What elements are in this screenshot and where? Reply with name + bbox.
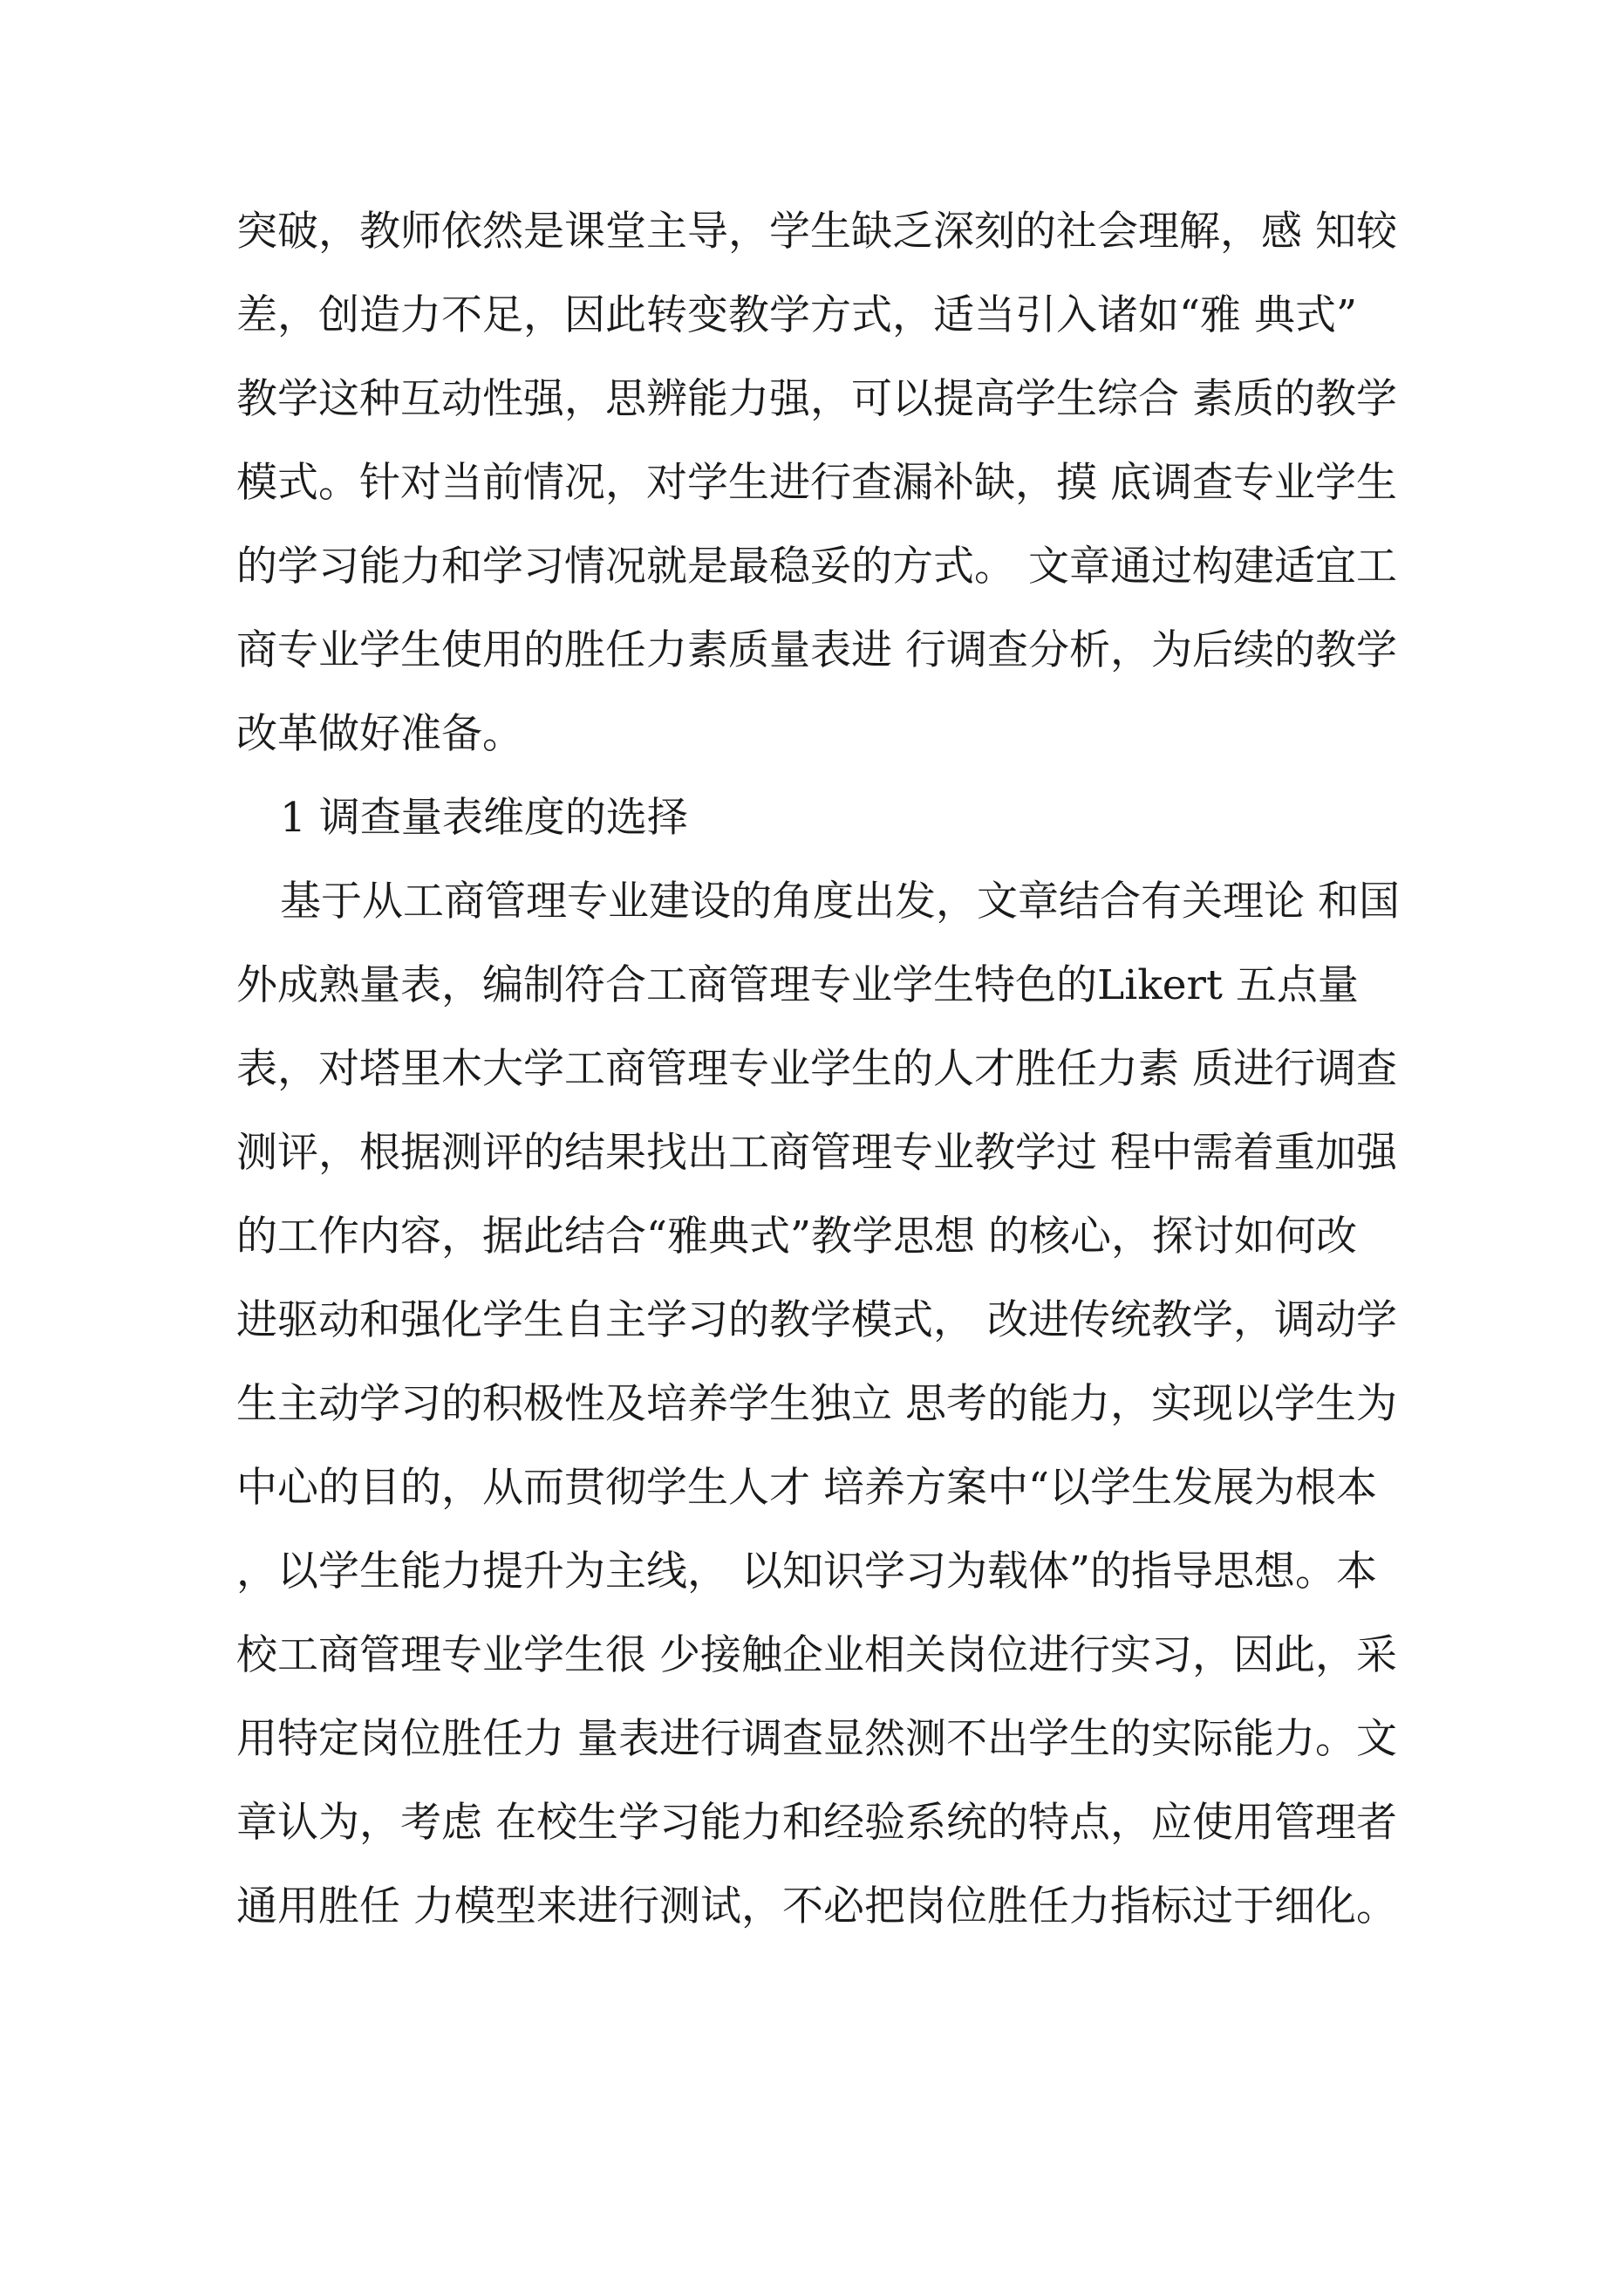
- text-line: 表，对塔里木大学工商管理专业学生的人才胜任力素 质进行调查: [236, 1045, 1397, 1093]
- text-line: 商专业学生使用的胜任力素质量表进 行调查分析，为后续的教学: [236, 626, 1397, 674]
- text-line: 的学习能力和学习情况就是最稳妥的方式。 文章通过构建适宜工: [236, 543, 1397, 591]
- section-heading: 1 调查量表维度的选择: [280, 794, 688, 842]
- paragraph: [236, 860, 1405, 1949]
- text-line: 基于从工商管理专业建设的角度出发，文章结合有关理论 和国: [280, 878, 1400, 926]
- text-line: 通用胜任 力模型来进行测试，不必把岗位胜任力指标过于细化。: [236, 1883, 1397, 1930]
- text-line: 章认为，考虑 在校生学习能力和经验系统的特点，应使用管理者: [236, 1799, 1397, 1847]
- text-line: 校工商管理专业学生很 少接触企业相关岗位进行实习，因此，采: [236, 1631, 1397, 1679]
- text-line: 改革做好准备。: [236, 710, 523, 758]
- text-line: 突破，教师依然是课堂主导，学生缺乏深刻的社会理解，感 知较: [236, 208, 1397, 256]
- text-line: ，以学生能力提升为主线， 以知识学习为载体”的指导思想。本: [236, 1548, 1377, 1596]
- text-line: 差，创造力不足，因此转变教学方式，适当引入诸如“雅 典式”: [236, 291, 1357, 339]
- text-line: 中心的目的，从而贯彻学生人才 培养方案中“以学生发展为根本: [236, 1464, 1377, 1512]
- text-line: 用特定岗位胜任力 量表进行调查显然测不出学生的实际能力。文: [236, 1715, 1397, 1763]
- text-line: 外成熟量表，编制符合工商管理专业学生特色的Likert 五点量: [236, 961, 1359, 1009]
- text-line: 生主动学习的积极性及培养学生独立 思考的能力，实现以学生为: [236, 1380, 1397, 1428]
- body-text: [236, 190, 1405, 1949]
- text-line: 的工作内容，据此结合“雅典式”教学思想 的核心，探讨如何改: [236, 1213, 1357, 1261]
- text-line: 教学这种互动性强，思辨能力强，可以提高学生综合 素质的教学: [236, 375, 1397, 423]
- paragraph-continuation: [236, 190, 1405, 776]
- text-line: 模式。针对当前情况，对学生进行查漏补缺，摸 底调查专业学生: [236, 459, 1397, 507]
- text-line: 进驱动和强化学生自主学习的教学模式， 改进传统教学，调动学: [236, 1296, 1397, 1344]
- text-line: 测评，根据测评的结果找出工商管理专业教学过 程中需着重加强: [236, 1129, 1397, 1177]
